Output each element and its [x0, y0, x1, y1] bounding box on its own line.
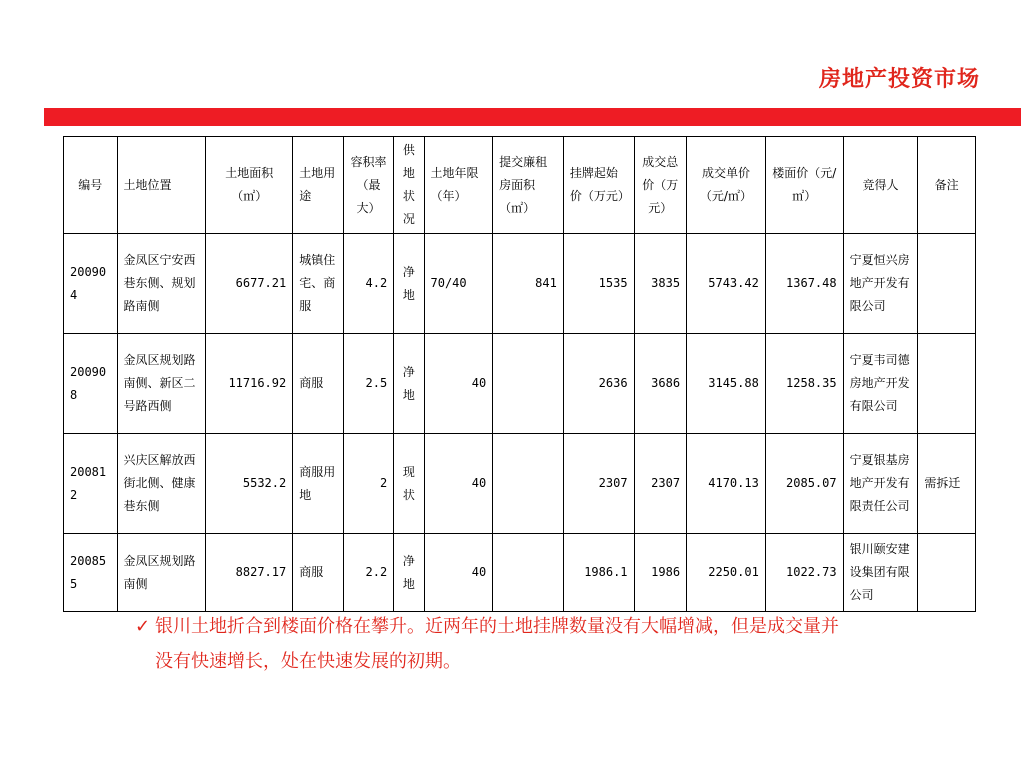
cell-total-price: 3686	[634, 334, 687, 434]
cell-total-price: 1986	[634, 534, 687, 612]
cell-location: 金凤区规划路南侧	[117, 534, 206, 612]
land-transaction-table	[63, 136, 976, 612]
cell-id: 200855	[64, 534, 118, 612]
cell-use: 商服用地	[293, 434, 343, 534]
header-floor-price: 楼面价（元/㎡）	[765, 137, 843, 234]
cell-area: 5532.2	[206, 434, 293, 534]
cell-remark	[918, 534, 976, 612]
cell-total-price: 2307	[634, 434, 687, 534]
cell-winner: 银川颐安建设集团有限公司	[843, 534, 918, 612]
cell-location: 金凤区宁安西巷东侧、规划路南侧	[117, 234, 206, 334]
cell-lowrent: 841	[493, 234, 564, 334]
table-row	[64, 534, 976, 612]
cell-lowrent	[493, 434, 564, 534]
header-far: 容积率（最大）	[343, 137, 393, 234]
cell-use: 商服	[293, 334, 343, 434]
header-remark: 备注	[918, 137, 976, 234]
cell-remark: 需拆迁	[918, 434, 976, 534]
cell-total-price: 3835	[634, 234, 687, 334]
cell-unit-price: 3145.88	[687, 334, 766, 434]
cell-winner: 宁夏韦司德房地产开发有限公司	[843, 334, 918, 434]
header-total-price: 成交总价（万元）	[634, 137, 687, 234]
cell-unit-price: 4170.13	[687, 434, 766, 534]
header-lowrent: 提交廉租房面积（㎡）	[493, 137, 564, 234]
header-use: 土地用途	[293, 137, 343, 234]
cell-area: 6677.21	[206, 234, 293, 334]
cell-winner: 宁夏恒兴房地产开发有限公司	[843, 234, 918, 334]
page-title: 房地产投资市场	[818, 67, 980, 92]
cell-term: 40	[424, 434, 493, 534]
cell-floor-price: 1367.48	[765, 234, 843, 334]
cell-lowrent	[493, 334, 564, 434]
cell-id: 200908	[64, 334, 118, 434]
cell-term: 40	[424, 334, 493, 434]
cell-start-price: 2307	[563, 434, 634, 534]
checkmark-icon: ✓	[135, 616, 151, 637]
summary-note	[135, 609, 855, 679]
title-divider-bar	[44, 108, 1021, 126]
table-row	[64, 334, 976, 434]
cell-term: 70/40	[424, 234, 493, 334]
cell-unit-price: 5743.42	[687, 234, 766, 334]
table-row	[64, 234, 976, 334]
summary-note-text: 银川土地折合到楼面价格在攀升。近两年的土地挂牌数量没有大幅增减，但是成交量并没有快速增长，处在快速发展的初期。	[155, 616, 839, 672]
cell-remark	[918, 234, 976, 334]
header-supply: 供地状况	[394, 137, 424, 234]
table-row	[64, 434, 976, 534]
header-id: 编号	[64, 137, 118, 234]
header-start-price: 挂牌起始价（万元）	[563, 137, 634, 234]
cell-start-price: 1986.1	[563, 534, 634, 612]
cell-far: 2.2	[343, 534, 393, 612]
cell-area: 8827.17	[206, 534, 293, 612]
cell-supply: 现状	[394, 434, 424, 534]
cell-use: 商服	[293, 534, 343, 612]
cell-supply: 净地	[394, 234, 424, 334]
cell-supply: 净地	[394, 534, 424, 612]
cell-far: 2.5	[343, 334, 393, 434]
cell-location: 兴庆区解放西街北侧、健康巷东侧	[117, 434, 206, 534]
cell-floor-price: 1258.35	[765, 334, 843, 434]
cell-winner: 宁夏银基房地产开发有限责任公司	[843, 434, 918, 534]
cell-remark	[918, 334, 976, 434]
cell-id: 200812	[64, 434, 118, 534]
cell-start-price: 2636	[563, 334, 634, 434]
header-term: 土地年限（年）	[424, 137, 493, 234]
cell-lowrent	[493, 534, 564, 612]
cell-area: 11716.92	[206, 334, 293, 434]
cell-start-price: 1535	[563, 234, 634, 334]
header-winner: 竞得人	[843, 137, 918, 234]
cell-term: 40	[424, 534, 493, 612]
cell-id: 200904	[64, 234, 118, 334]
header-unit-price: 成交单价（元/㎡）	[687, 137, 766, 234]
table-header-row	[64, 137, 976, 234]
header-location: 土地位置	[117, 137, 206, 234]
cell-location: 金凤区规划路南侧、新区二号路西侧	[117, 334, 206, 434]
cell-floor-price: 2085.07	[765, 434, 843, 534]
cell-far: 4.2	[343, 234, 393, 334]
cell-floor-price: 1022.73	[765, 534, 843, 612]
cell-far: 2	[343, 434, 393, 534]
header-area: 土地面积（㎡）	[206, 137, 293, 234]
cell-unit-price: 2250.01	[687, 534, 766, 612]
cell-use: 城镇住宅、商服	[293, 234, 343, 334]
cell-supply: 净地	[394, 334, 424, 434]
